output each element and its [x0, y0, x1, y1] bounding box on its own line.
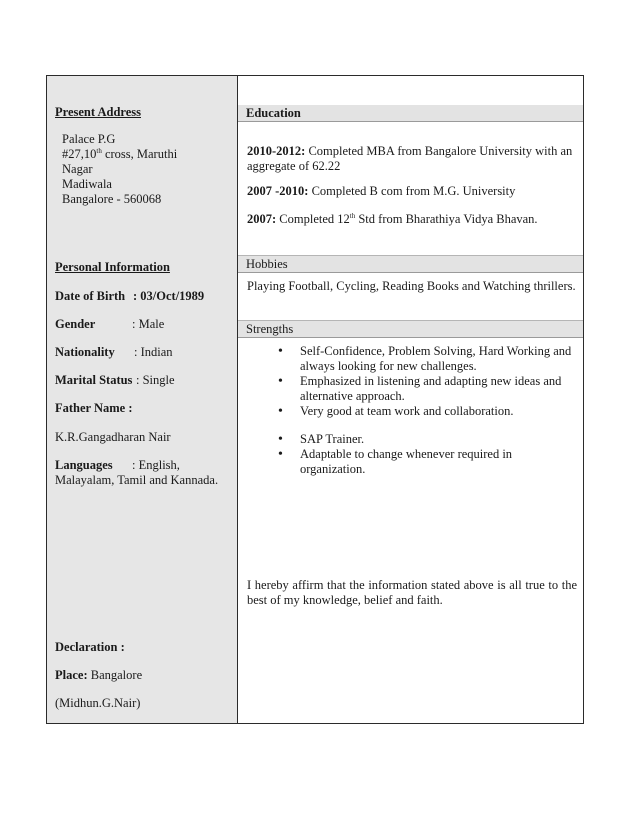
list-item: • Very good at team work and collaboration.: [278, 404, 578, 419]
address-line: Madiwala: [62, 177, 112, 191]
gender-value: : Male: [132, 317, 165, 331]
education-header: Education: [238, 105, 583, 122]
education-entry: 2007 -2010: Completed B com from M.G. University: [247, 184, 516, 198]
marital-status-value: : Single: [136, 373, 175, 387]
languages-label: Languages: [55, 458, 113, 472]
address-line: Palace P.G: [62, 132, 116, 146]
marital-status-label: Marital Status: [55, 373, 133, 387]
strengths-list: [278, 344, 578, 477]
nationality-value: : Indian: [134, 345, 173, 359]
nationality-label: Nationality: [55, 345, 115, 359]
dob-value: : 03/Oct/1989: [133, 289, 205, 303]
hobbies-header: Hobbies: [238, 255, 583, 273]
present-address-heading: Present Address: [55, 105, 141, 119]
father-name-value: K.R.Gangadharan Nair: [55, 430, 171, 444]
strengths-header: Strengths: [238, 320, 583, 338]
address-line: Bangalore - 560068: [62, 192, 162, 206]
address-line: Nagar: [62, 162, 93, 176]
left-column: [47, 76, 238, 723]
resume-table: [46, 75, 584, 724]
personal-info-heading: Personal Information: [55, 260, 170, 274]
education-entry: 2007: Completed 12th Std from Bharathiya Vidya Bhavan.: [247, 212, 538, 226]
languages-value-continued: Malayalam, Tamil and Kannada.: [55, 473, 219, 487]
address-line: #27,10th cross, Maruthi: [62, 147, 178, 161]
list-item: • Emphasized in listening and adapting new ideas and alternative approach.: [278, 374, 578, 404]
place-line: Place: Bangalore: [55, 668, 143, 682]
declaration-text: I hereby affirm that the information stated above is all true to the best of my knowledge, belief and faith.: [247, 578, 577, 607]
education-entry: 2010-2012: Completed MBA from Bangalore University with an aggregate of 62.22: [247, 144, 573, 173]
signature: (Midhun.G.Nair): [55, 696, 141, 710]
dob-label: Date of Birth: [55, 289, 126, 303]
gender-label: Gender: [55, 317, 96, 331]
hobbies-text: Playing Football, Cycling, Reading Books and Watching thrillers.: [247, 279, 576, 293]
address-block: [62, 132, 177, 207]
right-column: [238, 76, 583, 723]
father-name-label: Father Name :: [55, 401, 133, 415]
list-item: • SAP Trainer.: [278, 432, 578, 447]
languages-value: : English,: [132, 458, 180, 472]
list-item: • Adaptable to change whenever required in organization.: [278, 447, 578, 477]
declaration-label: Declaration :: [55, 640, 125, 654]
list-item: • Self-Confidence, Problem Solving, Hard Working and always looking for new challenges.: [278, 344, 578, 374]
